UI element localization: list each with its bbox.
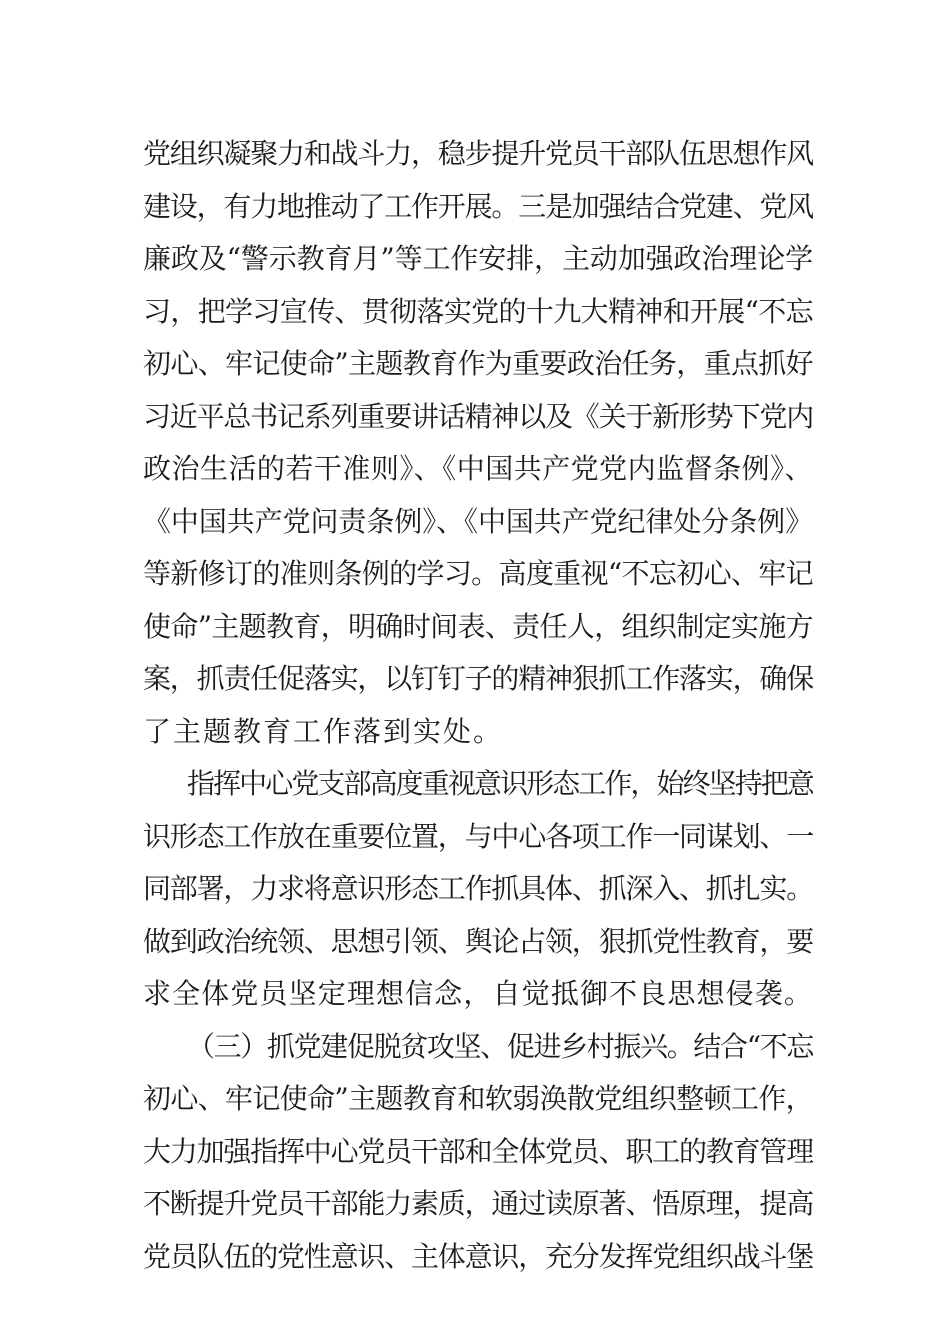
- text-line: 求全体党员坚定理想信念，自觉抵御不良思想侵袭。: [143, 977, 813, 1010]
- text-line: 建设，有力地推动了工作开展。三是加强结合党建、党风: [143, 189, 813, 223]
- body-text: [143, 128, 813, 1283]
- text-line: 等新修订的准则条例的学习。高度重视“不忘初心、牢记: [143, 557, 813, 590]
- text-line: 使命”主题教育，明确时间表、责任人，组织制定实施方: [143, 609, 813, 643]
- text-line: 识形态工作放在重要位置，与中心各项工作一同谋划、一: [143, 819, 813, 853]
- text-line: 党员队伍的党性意识、主体意识，充分发挥党组织战斗堡: [143, 1239, 813, 1273]
- text-line: 同部署，力求将意识形态工作抓具体、抓深入、抓扎实。: [143, 872, 813, 905]
- text-line: 案，抓责任促落实，以钉钉子的精神狠抓工作落实，确保: [143, 662, 813, 695]
- text-line: 大力加强指挥中心党员干部和全体党员、职工的教育管理: [143, 1134, 813, 1168]
- text-line: 党组织凝聚力和战斗力，稳步提升党员干部队伍思想作风: [143, 137, 813, 170]
- text-line: 初心、牢记使命”主题教育和软弱涣散党组织整顿工作，: [143, 1082, 813, 1115]
- text-line: 习，把学习宣传、贯彻落实党的十九大精神和开展“不忘: [143, 294, 813, 328]
- text-line: 廉政及“警示教育月”等工作安排，主动加强政治理论学: [143, 242, 813, 275]
- text-line: 指挥中心党支部高度重视意识形态工作，始终坚持把意: [187, 767, 813, 800]
- text-line: 做到政治统领、思想引领、舆论占领，狠抓党性教育，要: [143, 924, 813, 958]
- text-line: 了主题教育工作落到实处。: [143, 714, 504, 748]
- text-line: 《中国共产党问责条例》、《中国共产党纪律处分条例》: [143, 504, 813, 538]
- text-line: 初心、牢记使命”主题教育作为重要政治任务，重点抓好: [143, 347, 813, 380]
- text-line: 不断提升党员干部能力素质，通过读原著、悟原理，提高: [143, 1187, 813, 1220]
- text-line: 习近平总书记系列重要讲话精神以及《关于新形势下党内: [143, 399, 813, 433]
- text-line: 政治生活的若干准则》、《中国共产党党内监督条例》、: [143, 452, 813, 485]
- text-line: （三）抓党建促脱贫攻坚、促进乡村振兴。结合“不忘: [187, 1029, 813, 1063]
